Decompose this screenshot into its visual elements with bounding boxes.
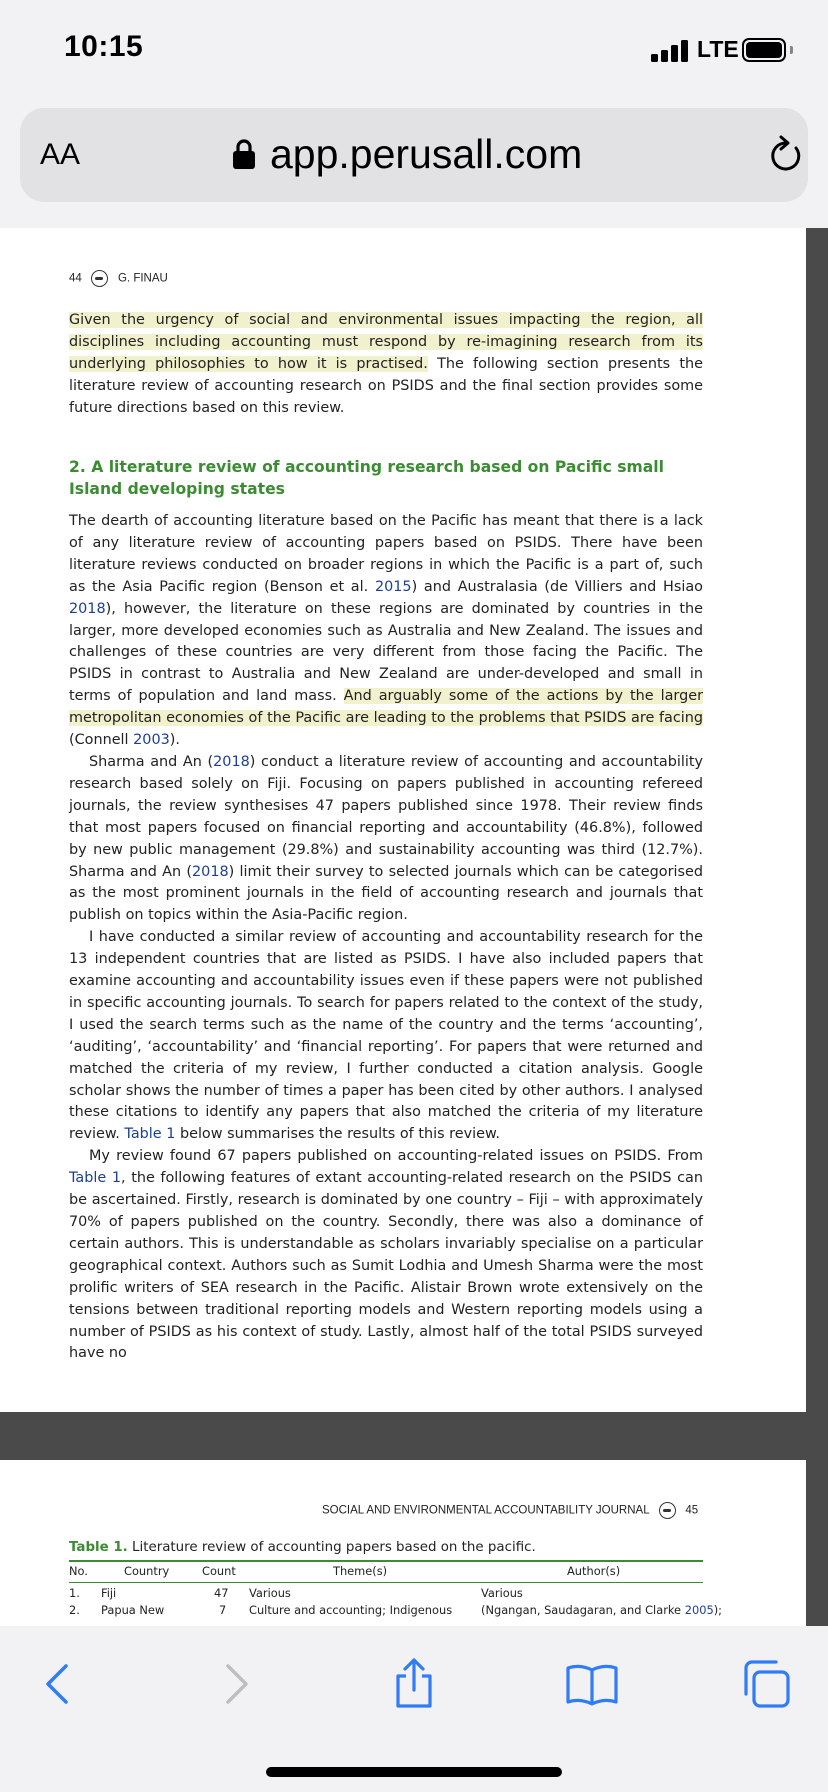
status-bar	[0, 0, 828, 100]
bookmarks-icon[interactable]	[564, 1656, 620, 1712]
document-viewport[interactable]	[0, 228, 828, 1626]
citation-link[interactable]: 2018	[213, 753, 250, 770]
intro-paragraph	[69, 310, 703, 420]
battery-icon	[742, 38, 786, 62]
table-row: 1. Fiji 47 Various Various	[69, 1586, 523, 1600]
forward-icon[interactable]	[208, 1656, 264, 1712]
paragraph-3: I have conducted a similar review of accounting and accountability research for the 13 independent countries that are listed as PSIDS. I have also included papers that examine accounting and accountability issues even if these papers were not published in specific accounting journals. To search for papers related to the context of the study, I used the search terms such as the name of the country and the terms ‘accounting’, ‘auditing’, ‘accountability’ and ‘financial reporting’. For papers that were returned and matched the criteria of my review, I further conducted a citation analysis. Google scholar shows the number of times a paper has been cited by other authors. I analysed these citations to identify any papers that also matched the criteria of my literature review. Table 1 below summarises the results of this review.	[69, 929, 703, 1143]
url-text: app.perusall.com	[270, 130, 583, 177]
column-header: No.	[69, 1564, 88, 1578]
page-number: 45	[685, 1504, 699, 1517]
citation-link[interactable]: 2018	[69, 600, 106, 617]
page-number: 44	[69, 272, 82, 285]
document-page-44	[0, 228, 806, 1412]
cellular-signal-icon	[651, 40, 689, 62]
paragraph-2: Sharma and An (2018) conduct a literature review of accounting and accountability research based solely on Fiji. Focusing on papers published in accounting refereed journals, the review synthesises 47 papers published since 1978. Their review finds that most papers focused on financial reporting and accountability (46.8%), followed by new public management (29.8%) and sustainability accounting was third (12.7%). Sharma and An (2018) limit their survey to selected journals which can be categorised as the most prominent journals in the field of accounting research and journals that publish on topics within the Asia-Pacific region.	[69, 753, 703, 924]
home-indicator[interactable]	[266, 1767, 562, 1777]
address-bar[interactable]	[20, 108, 808, 202]
document-page-45	[0, 1460, 806, 1626]
column-header: Theme(s)	[333, 1564, 388, 1578]
status-time: 10:15	[64, 30, 144, 63]
table-caption-text: Literature review of accounting papers based on the pacific.	[127, 1540, 536, 1555]
section-heading: 2. A literature review of accounting research based on Pacific small Island developing states	[69, 458, 664, 498]
reload-icon[interactable]	[766, 132, 806, 178]
battery-cap	[790, 46, 793, 54]
table-link[interactable]: Table 1	[69, 1170, 121, 1187]
share-icon[interactable]	[386, 1656, 442, 1712]
journal-title: SOCIAL AND ENVIRONMENTAL ACCOUNTABILITY JOURNAL	[322, 1504, 650, 1517]
url-display[interactable]	[232, 126, 582, 182]
table-header	[69, 1564, 703, 1582]
table-row: 2. Papua New 7 Culture and accounting; Indigenous (Ngangan, Saudagaran, and Clarke 2005);	[69, 1603, 722, 1617]
network-type: LTE	[697, 36, 739, 62]
table-link[interactable]: Table 1	[124, 1126, 176, 1143]
paragraph-4: My review found 67 papers published on accounting-related issues on PSIDS. From Table 1, the following features of extant accounting-related research on the PSIDS can be ascertained. Firstly, research is dominated by one country – Fiji – with approximately 70% of papers published on the country. Secondly, there was also a dominance of certain authors. This is understandable as scholars invariably specialise on a particular geographical context. Authors such as Sumit Lodhia and Umesh Sharma were the most prolific writers of SEA research in the Pacific. Alistair Brown wrote extensively on the tensions between traditional reporting models and Western reporting models using a number of PSIDS as his context of study. Lastly, almost half of the total PSIDS surveyed have no	[69, 1148, 703, 1362]
table-header-rule	[69, 1582, 703, 1583]
citation-link[interactable]: 2018	[192, 863, 229, 880]
running-head	[322, 1502, 698, 1519]
citation-link[interactable]: 2005	[684, 1603, 714, 1617]
text-size-button[interactable]: AA	[40, 138, 81, 171]
column-header: Country	[124, 1564, 170, 1578]
table-caption	[69, 1540, 536, 1555]
author-name: G. FINAU	[117, 272, 168, 285]
table-top-rule	[69, 1560, 703, 1562]
citation-link[interactable]: 2015	[374, 578, 412, 595]
citation-link[interactable]: 2003	[133, 732, 170, 749]
journal-logo-icon	[91, 270, 108, 287]
column-header: Author(s)	[567, 1564, 621, 1578]
body-paragraphs	[69, 511, 703, 1365]
intro-text: The following section presents the literature review of accounting research on PSIDS and the final section provides some future directions based on this review.	[69, 355, 703, 416]
column-header: Count	[202, 1564, 236, 1578]
highlight-annotation[interactable]: Given the urgency of social and environmental issues impacting the region, all disciplines including accounting must respond by re-imagining research from its underlying philosophies to how it is practised.	[69, 312, 703, 372]
paragraph-1: The dearth of accounting literature based on the Pacific has meant that there is a lack of any literature review of accounting papers based on PSIDS. There have been literature reviews conducted on broader regions in which the Pacific is a part of, such as the Asia Pacific region (Benson et al. 2015) and Australasia (de Villiers and Hsiao 2018), however, the literature on these regions are dominated by countries in the larger, more developed economies such as Australia and New Zealand. The issues and challenges of these countries are very different from those facing the Pacific. The PSIDS in contrast to Australia and New Zealand are under-developed and small in terms of population and land mass. And arguably some of the actions by the larger metropolitan economies of the Pacific are leading to the problems that PSIDS are facing (Connell 2003).	[69, 513, 703, 749]
running-head	[69, 270, 168, 287]
highlight-annotation[interactable]: And arguably some of the actions by the larger metropolitan economies of the Pacific are leading to the problems that PSIDS are facing	[69, 688, 703, 727]
table-label: Table 1.	[69, 1540, 128, 1555]
tabs-icon[interactable]	[738, 1656, 794, 1712]
back-icon[interactable]	[30, 1656, 86, 1712]
lock-icon	[232, 138, 256, 170]
journal-logo-icon	[659, 1502, 676, 1519]
